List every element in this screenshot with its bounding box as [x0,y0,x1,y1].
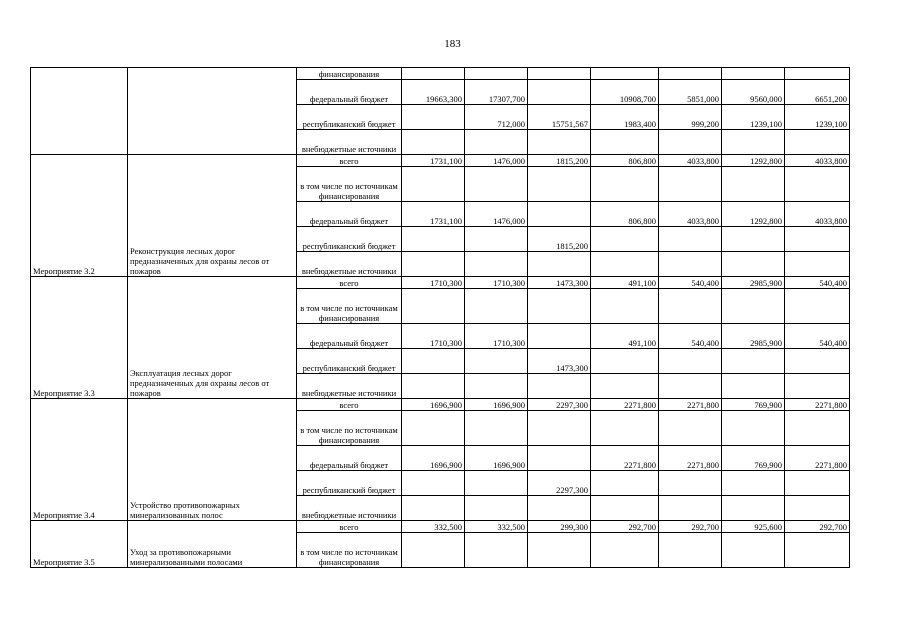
value-cell: 6651,200 [785,80,850,105]
value-cell: 1710,300 [465,324,528,349]
value-cell: 1696,900 [465,446,528,471]
value-cell: 540,400 [659,324,722,349]
value-cell: 2297,300 [528,471,591,496]
value-cell [785,374,850,399]
value-cell [722,471,785,496]
value-cell [402,496,465,521]
value-cell [402,471,465,496]
value-cell [659,167,722,202]
value-cell: 2271,800 [785,446,850,471]
value-cell [659,374,722,399]
value-cell: 2985,900 [722,277,785,289]
value-cell [591,227,659,252]
value-cell [722,533,785,568]
value-cell: 806,800 [591,155,659,167]
funding-source-cell: федеральный бюджет [297,80,402,105]
table-row [31,68,850,80]
funding-source-cell: республиканский бюджет [297,471,402,496]
value-cell: 1710,300 [402,324,465,349]
value-cell: 2271,800 [591,446,659,471]
value-cell [591,471,659,496]
value-cell [465,496,528,521]
value-cell: 2297,300 [528,399,591,411]
value-cell [722,289,785,324]
value-cell: 806,800 [591,202,659,227]
table-row [31,277,850,289]
value-cell [591,411,659,446]
value-cell [722,130,785,155]
value-cell: 1731,100 [402,202,465,227]
page-number: 183 [444,38,461,50]
value-cell [402,130,465,155]
activity-cell: Мероприятие 3.3 [31,277,128,399]
value-cell: 15751,567 [528,105,591,130]
value-cell: 292,700 [591,521,659,533]
value-cell: 292,700 [659,521,722,533]
activity-cell: Мероприятие 3.2 [31,155,128,277]
activity-description-cell: Эксплуатация лесных дорог предназначенных для охраны лесов от пожаров [128,277,297,399]
funding-source-cell: внебюджетные источники [297,374,402,399]
table-row [31,521,850,533]
budget-table [30,67,850,568]
value-cell [591,167,659,202]
funding-source-cell: в том числе по источникам финансирования [297,411,402,446]
table-row [31,155,850,167]
funding-source-cell: федеральный бюджет [297,446,402,471]
value-cell [785,496,850,521]
funding-source-cell: всего [297,277,402,289]
value-cell [528,289,591,324]
value-cell: 1473,300 [528,277,591,289]
value-cell: 540,400 [785,324,850,349]
value-cell: 999,200 [659,105,722,130]
value-cell [785,252,850,277]
value-cell [659,227,722,252]
value-cell: 5851,000 [659,80,722,105]
funding-source-cell: федеральный бюджет [297,324,402,349]
value-cell: 2271,800 [591,399,659,411]
value-cell: 1696,900 [402,446,465,471]
value-cell [465,130,528,155]
value-cell [591,68,659,80]
value-cell [528,68,591,80]
value-cell [465,411,528,446]
value-cell [659,68,722,80]
value-cell: 540,400 [785,277,850,289]
value-cell [722,167,785,202]
value-cell: 17307,700 [465,80,528,105]
value-cell [591,130,659,155]
value-cell: 2271,800 [659,446,722,471]
value-cell [465,374,528,399]
value-cell [659,496,722,521]
value-cell: 2985,900 [722,324,785,349]
value-cell [465,167,528,202]
funding-source-cell: финансирования [297,68,402,80]
funding-source-cell: всего [297,521,402,533]
value-cell: 1731,100 [402,155,465,167]
value-cell: 925,600 [722,521,785,533]
value-cell [722,252,785,277]
value-cell [465,252,528,277]
value-cell: 540,400 [659,277,722,289]
funding-source-cell: в том числе по источникам финансирования [297,167,402,202]
value-cell [591,289,659,324]
value-cell [785,167,850,202]
value-cell [722,68,785,80]
value-cell [659,130,722,155]
value-cell [402,349,465,374]
value-cell [785,227,850,252]
funding-source-cell: федеральный бюджет [297,202,402,227]
value-cell [591,349,659,374]
funding-source-cell: республиканский бюджет [297,227,402,252]
value-cell: 10908,700 [591,80,659,105]
value-cell: 491,100 [591,277,659,289]
value-cell: 9560,000 [722,80,785,105]
value-cell [785,471,850,496]
funding-source-cell: республиканский бюджет [297,105,402,130]
activity-description-cell: Уход за противопожарными минерализованными полосами [128,521,297,568]
value-cell: 1710,300 [402,277,465,289]
value-cell: 1292,800 [722,155,785,167]
value-cell [591,252,659,277]
value-cell: 1983,400 [591,105,659,130]
value-cell: 491,100 [591,324,659,349]
value-cell: 1476,000 [465,202,528,227]
value-cell [722,374,785,399]
value-cell [528,130,591,155]
value-cell [528,446,591,471]
activity-cell: Мероприятие 3.5 [31,521,128,568]
value-cell [528,202,591,227]
value-cell [402,167,465,202]
value-cell: 19663,300 [402,80,465,105]
table-row [31,399,850,411]
value-cell: 292,700 [785,521,850,533]
value-cell [659,411,722,446]
value-cell [528,167,591,202]
value-cell: 4033,800 [785,155,850,167]
value-cell: 712,000 [465,105,528,130]
value-cell [402,533,465,568]
value-cell [591,533,659,568]
value-cell: 4033,800 [659,155,722,167]
value-cell [659,252,722,277]
value-cell: 1473,300 [528,349,591,374]
value-cell [465,471,528,496]
funding-source-cell: в том числе по источникам финансирования [297,533,402,568]
value-cell: 1239,100 [785,105,850,130]
value-cell [528,324,591,349]
value-cell [528,80,591,105]
value-cell [402,105,465,130]
funding-source-cell: в том числе по источникам финансирования [297,289,402,324]
value-cell [659,349,722,374]
value-cell: 1815,200 [528,227,591,252]
value-cell: 769,900 [722,399,785,411]
value-cell: 1476,000 [465,155,528,167]
value-cell [465,289,528,324]
value-cell: 332,500 [465,521,528,533]
value-cell [528,533,591,568]
funding-source-cell: республиканский бюджет [297,349,402,374]
value-cell [785,130,850,155]
value-cell [659,471,722,496]
value-cell [528,496,591,521]
value-cell [591,374,659,399]
value-cell [402,227,465,252]
value-cell [402,374,465,399]
activity-description-cell: Устройство противопожарных минерализованных полос [128,399,297,521]
value-cell [785,68,850,80]
value-cell: 1710,300 [465,277,528,289]
funding-source-cell: всего [297,155,402,167]
value-cell: 1292,800 [722,202,785,227]
activity-cell [31,68,128,155]
activity-cell: Мероприятие 3.4 [31,399,128,521]
funding-source-cell: внебюджетные источники [297,130,402,155]
value-cell: 1696,900 [465,399,528,411]
value-cell [465,227,528,252]
value-cell [785,289,850,324]
funding-source-cell: внебюджетные источники [297,496,402,521]
value-cell [659,289,722,324]
value-cell: 2271,800 [785,399,850,411]
value-cell [402,289,465,324]
value-cell: 1239,100 [722,105,785,130]
value-cell [659,533,722,568]
value-cell [528,411,591,446]
value-cell: 4033,800 [659,202,722,227]
value-cell [402,68,465,80]
value-cell: 769,900 [722,446,785,471]
value-cell [465,533,528,568]
value-cell [591,496,659,521]
activity-description-cell [128,68,297,155]
value-cell: 299,300 [528,521,591,533]
value-cell: 332,500 [402,521,465,533]
funding-source-cell: внебюджетные источники [297,252,402,277]
value-cell [402,252,465,277]
value-cell [465,349,528,374]
value-cell: 2271,800 [659,399,722,411]
value-cell: 1696,900 [402,399,465,411]
value-cell [465,68,528,80]
value-cell [722,411,785,446]
value-cell [722,496,785,521]
value-cell [528,374,591,399]
value-cell: 4033,800 [785,202,850,227]
value-cell [785,349,850,374]
value-cell [722,349,785,374]
activity-description-cell: Реконструкция лесных дорог предназначенных для охраны лесов от пожаров [128,155,297,277]
value-cell [785,533,850,568]
value-cell: 1815,200 [528,155,591,167]
value-cell [785,411,850,446]
funding-source-cell: всего [297,399,402,411]
value-cell [402,411,465,446]
value-cell [722,227,785,252]
value-cell [528,252,591,277]
